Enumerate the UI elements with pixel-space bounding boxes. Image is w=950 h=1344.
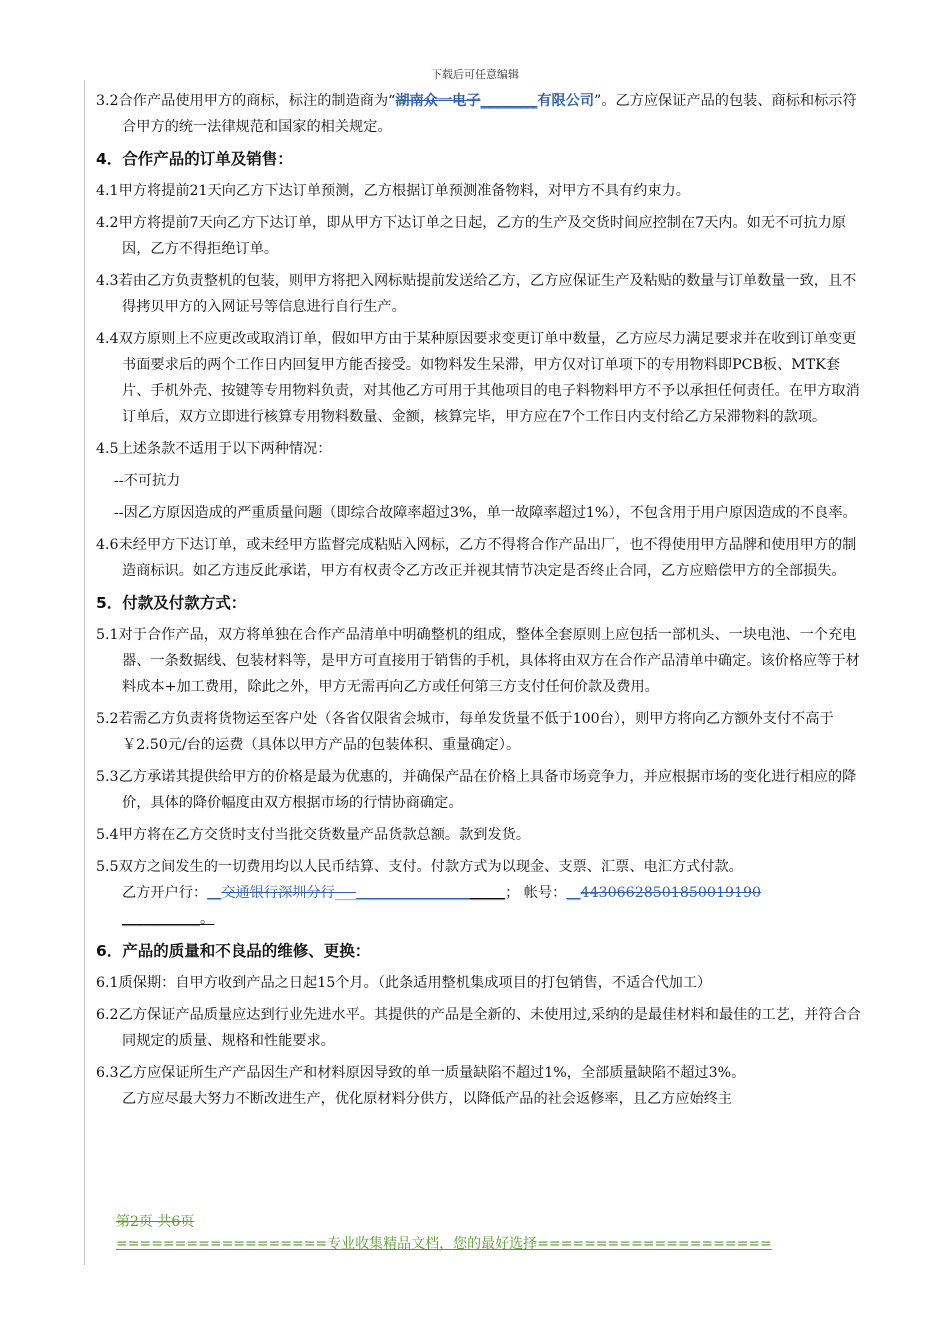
company-suffix: 有限公司	[537, 93, 595, 109]
bank-blank: ________________	[356, 885, 470, 901]
page-number: 第2页 共6页	[116, 1214, 195, 1230]
clause-6-3: 6.3乙方应保证所生产产品因生产和材料原因导致的单一质量缺陷不超过1%，全部质量缺陷不超过3%。	[96, 1065, 746, 1081]
clause-5-1: 5.1对于合作产品，双方将单独在合作产品清单中明确整机的组成，整体全套原则上应包括一部机头、一块电池、一个充电器、一条数据线、包装材料等，是甲方可直接用于销售的手机，具体将由双方在合作产品清单中确定。该价格应等于材料成本+加工费用，除此之外，甲方无需再向乙方或任何第三方支付任何价款及费用。	[96, 627, 860, 695]
company-name-link[interactable]: 湖南众一电子	[395, 93, 481, 109]
footer-banner-link[interactable]: ==================专业收集精品文档，您的最好选择====================	[116, 1236, 772, 1252]
clause-4-5: 4.5上述条款不适用于以下两种情况：	[96, 441, 332, 457]
company-name-blank: ________	[480, 93, 538, 109]
clause-5-2: 5.2若需乙方负责将货物运至客户处（各省仅限省会城市，每单发货量不低于100台），则甲方将向乙方额外支付不高于￥2.50元/台的运费（具体以甲方产品的包装体积、重量确定）。	[96, 711, 834, 753]
section-6-heading: 6．产品的质量和不良品的维修、更换：	[96, 942, 371, 960]
page-header: 下载后可任意编辑	[431, 68, 519, 81]
section-5-heading: 5．付款及付款方式：	[96, 594, 247, 612]
page-footer	[116, 1211, 772, 1255]
clause-5-3: 5.3乙方承诺其提供给甲方的价格是最为优惠的，并确保产品在价格上具备市场竞争力，并应根据市场的变化进行相应的降价，具体的降价幅度由双方根据市场的行情协商确定。	[96, 769, 857, 811]
account-tail: ___________。	[122, 911, 215, 927]
clause-3-2-text: 3.2合作产品使用甲方的商标，标注的制造商为“	[96, 93, 396, 109]
bank-label: 乙方开户行：	[122, 885, 208, 901]
account-label: ； 帐号：	[505, 885, 567, 901]
margin-rule	[84, 80, 85, 1265]
clause-6-2: 6.2乙方保证产品质量应达到行业先进水平。其提供的产品是全新的、未使用过,采纳的是最佳材料和最佳的工艺，并符合合同规定的质量、规格和性能要求。	[96, 1007, 861, 1049]
clause-4-5-item-a: --不可抗力	[114, 473, 181, 489]
clause-5-5: 5.5双方之间发生的一切费用均以人民币结算、支付。付款方式为以现金、支票、汇票、电汇方式付款。	[96, 859, 743, 875]
clause-4-1: 4.1甲方将提前21天向乙方下达订单预测，乙方根据订单预测准备物料，对甲方不具有约束力。	[96, 183, 690, 199]
clause-6-3-continued: 乙方应尽最大努力不断改进生产，优化原材料分供方，以降低产品的社会返修率，且乙方应始终主	[122, 1091, 733, 1107]
clause-5-4: 5.4甲方将在乙方交货时支付当批交货数量产品货款总额。款到发货。	[96, 827, 531, 843]
clause-4-2: 4.2甲方将提前7天向乙方下达订单，即从甲方下达订单之日起，乙方的生产及交货时间应控制在7天内。如无不可抗力原因，乙方不得拒绝订单。	[96, 215, 846, 257]
clause-3-2-tail: ”。乙方应保证产品的包装、商标和标示符合甲方的统一法律规范和国家的相关规定。	[122, 93, 857, 135]
clause-6-1: 6.1质保期：自甲方收到产品之日起15个月。（此条适用整机集成项目的打包销售，不适合代加工）	[96, 975, 712, 991]
clause-4-5-item-b: --因乙方原因造成的严重质量问题（即综合故障率超过3%，单一故障率超过1%），不包含用于用户原因造成的不良率。	[114, 505, 857, 521]
account-pre: __	[566, 885, 581, 901]
bank-blank-2: _____	[469, 885, 506, 901]
bank-pre: __	[207, 885, 222, 901]
bank-name-link[interactable]: 交通银行深圳分行___	[221, 885, 357, 901]
account-number-link[interactable]: 44306628501850019190	[580, 885, 762, 901]
clause-4-6: 4.6未经甲方下达订单，或未经甲方监督完成粘贴入网标，乙方不得将合作产品出厂，也不得使用甲方品牌和使用甲方的制造商标识。如乙方违反此承诺，甲方有权责令乙方改正并视其情节决定是否终止合同，乙方应赔偿甲方的全部损失。	[96, 537, 857, 579]
section-4-heading: 4．合作产品的订单及销售：	[96, 150, 293, 168]
clause-3-2	[96, 88, 866, 140]
bank-info	[96, 880, 866, 932]
clause-4-4: 4.4双方原则上不应更改或取消订单，假如甲方由于某种原因要求变更订单中数量，乙方应尽力满足要求并在收到订单变更书面要求后的两个工作日内回复甲方能否接受。如物料发生呆滞，甲方仅对订单项下的专用物料即PCB板、MTK套片、手机外壳、按键等专用物料负责，对其他乙方可用于其他项目的电子料物料甲方不予以承担任何责任。在甲方取消订单后，双方立即进行核算专用物料数量、金额，核算完毕，甲方应在7个工作日内支付给乙方呆滞物料的款项。	[96, 331, 860, 425]
clause-4-3: 4.3若由乙方负责整机的包装，则甲方将把入网标贴提前发送给乙方，乙方应保证生产及粘贴的数量与订单数量一致，且不得拷贝甲方的入网证号等信息进行自行生产。	[96, 273, 857, 315]
document-body	[96, 88, 866, 1118]
